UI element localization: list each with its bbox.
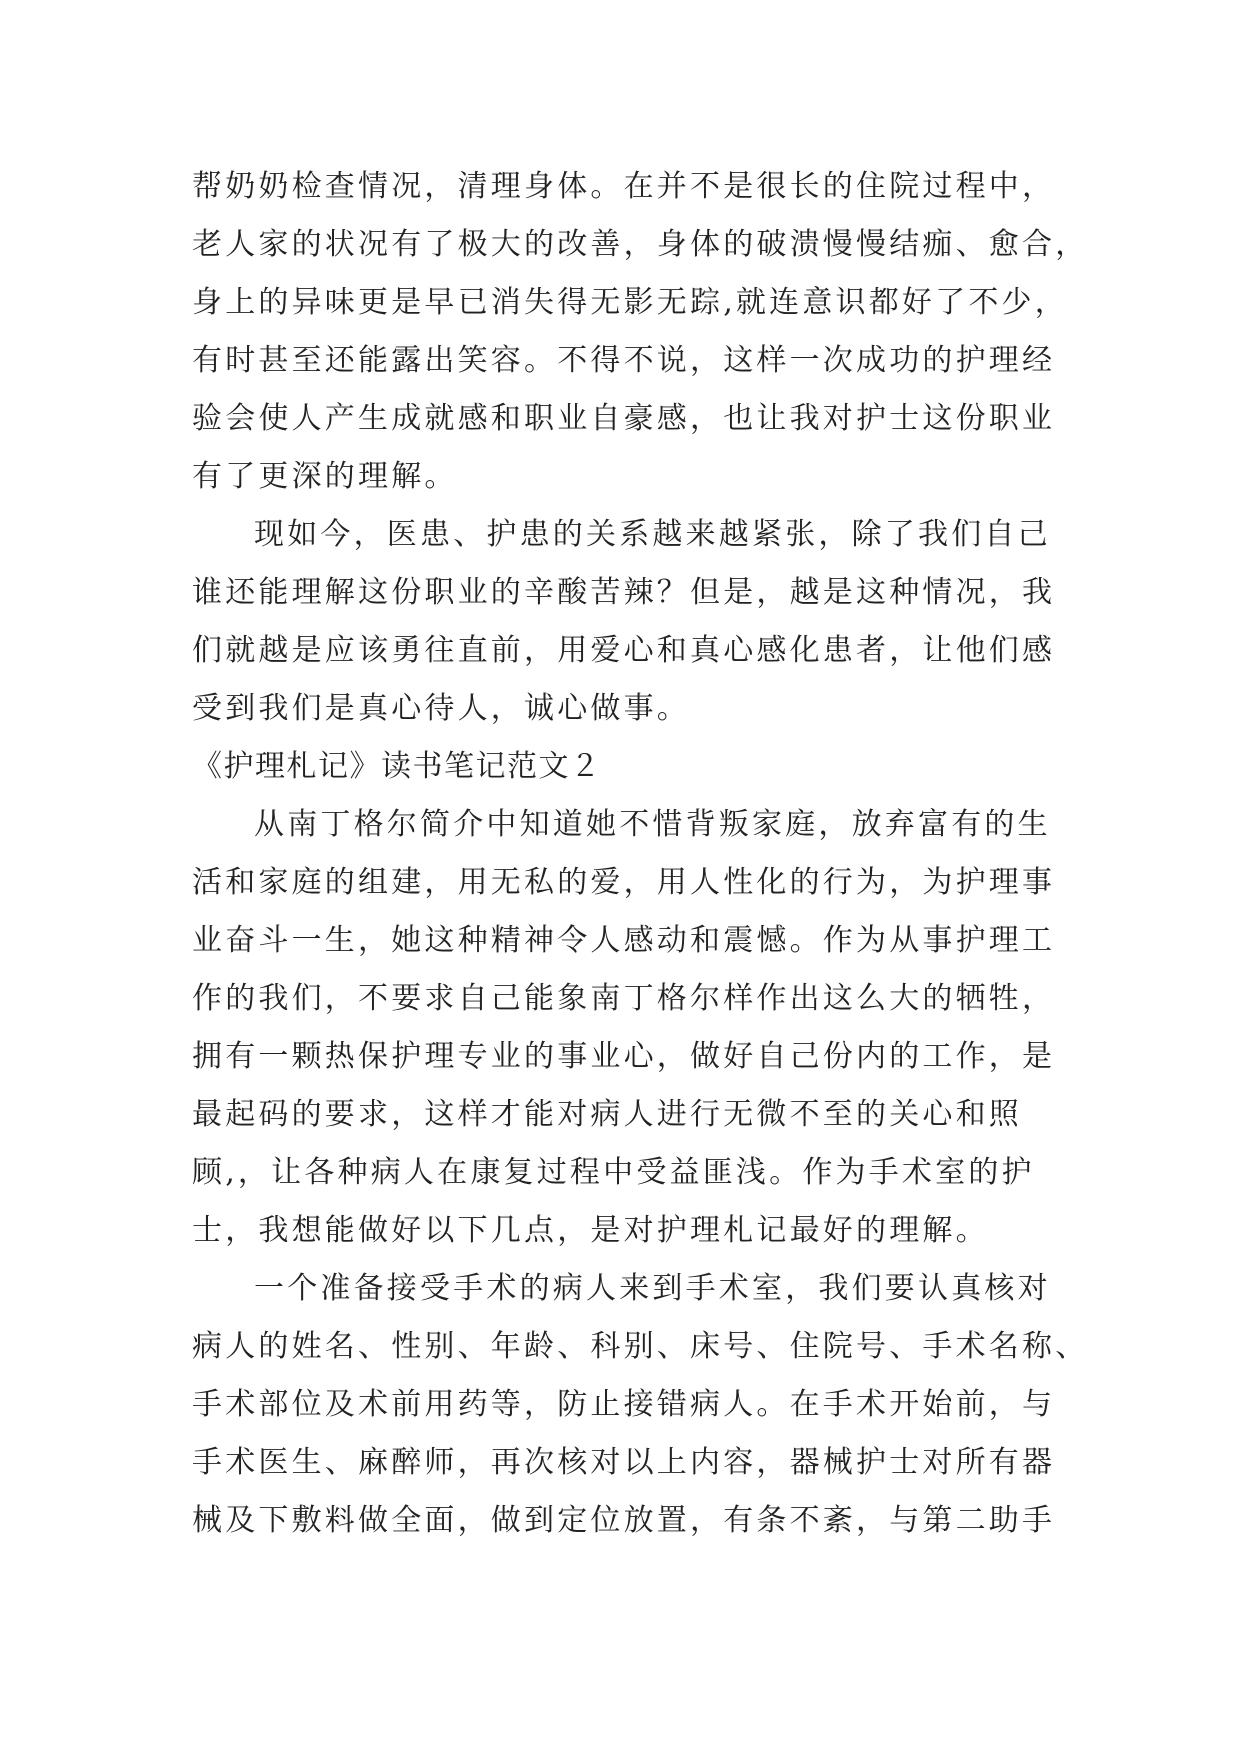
text-line: 最起码的要求，这样才能对病人进行无微不至的关心和照 bbox=[192, 1097, 1022, 1132]
text-line: 有时甚至还能露出笑容。不得不说，这样一次成功的护理经 bbox=[192, 343, 1056, 378]
text-line: 受到我们是真心待人，诚心做事。 bbox=[192, 691, 690, 726]
text-line: 帮奶奶检查情况，清理身体。在并不是很长的住院过程中， bbox=[192, 169, 1056, 204]
paragraph-first-line: 从南丁格尔简介中知道她不惜背叛家庭，放弃富有的生 bbox=[254, 807, 1051, 842]
text-line: 验会使人产生成就感和职业自豪感，也让我对护士这份职业 bbox=[192, 401, 1056, 436]
text-line: 拥有一颗热保护理专业的事业心，做好自己份内的工作，是 bbox=[192, 1039, 1056, 1074]
body-text bbox=[192, 158, 1092, 1550]
paragraph-first-line: 现如今，医患、护患的关系越来越紧张，除了我们自己 bbox=[254, 517, 1051, 552]
text-line: 们就越是应该勇往直前，用爱心和真心感化患者，让他们感 bbox=[192, 633, 1056, 668]
section-heading: 《护理札记》读书笔记范文２ bbox=[192, 749, 602, 784]
text-line: 老人家的状况有了极大的改善，身体的破溃慢慢结痂、愈合， bbox=[192, 227, 1089, 262]
text-line: 谁还能理解这份职业的辛酸苦辣？但是，越是这种情况，我 bbox=[192, 575, 1056, 610]
text-line: 有了更深的理解。 bbox=[192, 459, 458, 494]
text-line: 顾,，让各种病人在康复过程中受益匪浅。作为手术室的护 bbox=[192, 1155, 1035, 1190]
text-line: 手术医生、麻醉师，再次核对以上内容，器械护士对所有器 bbox=[192, 1445, 1056, 1480]
text-line: 病人的姓名、性别、年龄、科别、床号、住院号、手术名称、 bbox=[192, 1329, 1089, 1364]
text-line: 身上的异味更是早已消失得无影无踪,就连意识都好了不少， bbox=[192, 285, 1068, 320]
text-line: 业奋斗一生，她这种精神令人感动和震憾。作为从事护理工 bbox=[192, 923, 1056, 958]
text-line: 活和家庭的组建，用无私的爱，用人性化的行为，为护理事 bbox=[192, 865, 1056, 900]
text-line: 作的我们，不要求自己能象南丁格尔样作出这么大的牺牲， bbox=[192, 981, 1056, 1016]
text-line: 士，我想能做好以下几点，是对护理札记最好的理解。 bbox=[192, 1213, 989, 1248]
paragraph-first-line: 一个准备接受手术的病人来到手术室，我们要认真核对 bbox=[254, 1271, 1051, 1306]
text-line: 械及下敷料做全面，做到定位放置，有条不紊，与第二助手 bbox=[192, 1503, 1056, 1538]
text-line: 手术部位及术前用药等，防止接错病人。在手术开始前，与 bbox=[192, 1387, 1056, 1422]
